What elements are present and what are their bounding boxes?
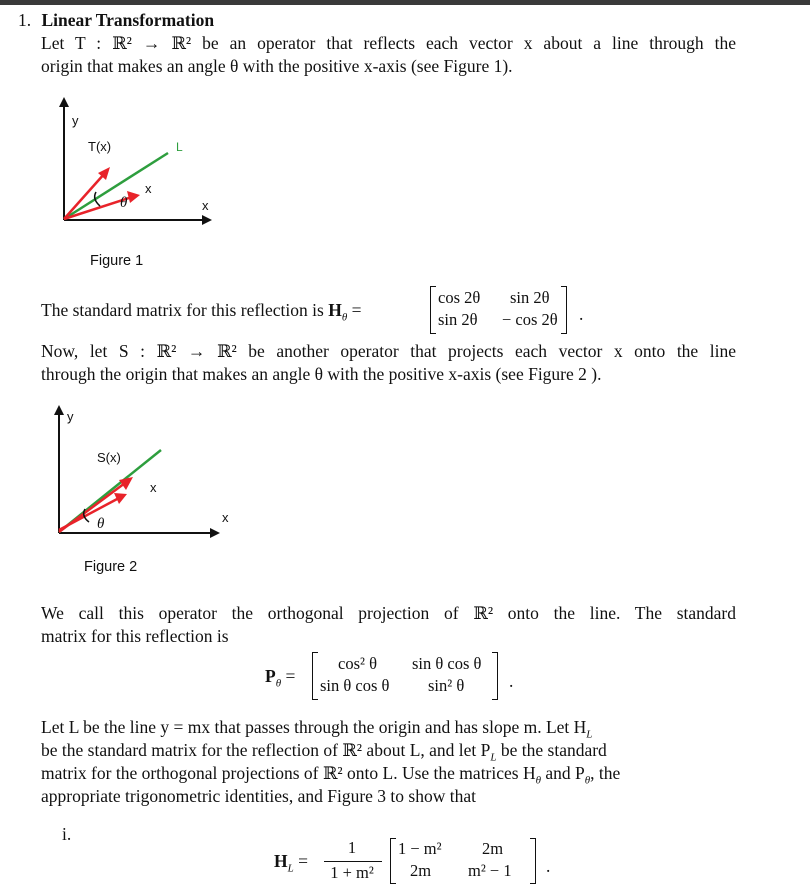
fig1-vector-label: x [145, 181, 152, 196]
fig1-line-l [64, 153, 168, 219]
task-line-2-text: be the standard matrix for the reflection of ℝ² about L, and let P [41, 740, 491, 760]
p-theta-m11: cos² θ [338, 654, 377, 673]
task-line-3-end: , the [590, 763, 621, 783]
h-l-symbol: H [274, 851, 288, 871]
task-line-1-sub: L [586, 728, 593, 741]
intro-line-2: origin that makes an angle θ with the positive x-axis (see Figure 1). [41, 56, 513, 76]
h-l-matrix [390, 838, 540, 884]
h-l-trail: . [546, 856, 551, 876]
p-theta-symbol: P [265, 666, 276, 686]
orthogonal-line-2: matrix for this reflection is [41, 626, 229, 646]
projection-line-2: through the origin that makes an angle θ with the positive x-axis (see Figure 2 ). [41, 364, 602, 384]
p-theta-m12: sin θ cos θ [412, 654, 482, 673]
fig1-x-arrowhead [202, 215, 212, 225]
fig1-tx-label: T(x) [88, 139, 112, 154]
fig2-vector-sx [59, 498, 119, 530]
figure-1-caption: Figure 1 [90, 253, 144, 269]
h-theta-matrix [430, 286, 570, 334]
reflection-text [41, 299, 362, 330]
reflection-sentence: The standard matrix for this reflection is [41, 300, 324, 320]
fig1-y-label: y [72, 113, 79, 128]
h-l-sub: L [287, 862, 294, 875]
h-l-fraction-num: 1 [347, 838, 357, 857]
h-l-eq: = [298, 851, 308, 871]
h-theta-symbol: H [328, 300, 342, 320]
top-border [0, 0, 810, 5]
h-l-m12: 2m [482, 839, 504, 858]
fig1-x-label: x [202, 198, 209, 213]
fig2-vector-label: x [150, 480, 157, 495]
fig2-x-label: x [222, 510, 229, 525]
h-theta-m11: cos 2θ [438, 288, 481, 307]
h-theta-m22: − cos 2θ [502, 310, 558, 329]
h-l-m22: m² − 1 [468, 861, 512, 880]
task-line-3-mid: and P [545, 763, 585, 783]
p-theta-trail: . [509, 671, 514, 691]
task-line-3-text: matrix for the orthogonal projections of ℝ² onto L. Use the matrices H [41, 763, 536, 783]
section-title: Linear Transformation [41, 10, 215, 30]
task-line-3: matrix for the orthogonal projections of ℝ² onto L. Use the matrices $H_\theta$ and $P_\theta$, the [41, 763, 621, 787]
p-theta-m22: sin² θ [428, 676, 465, 695]
p-theta-m21: sin θ cos θ [320, 676, 390, 695]
fig1-theta-label: θ [120, 195, 128, 211]
reflection-trail: . [579, 304, 584, 324]
h-l-m21: 2m [410, 861, 432, 880]
fig1-vector-x-head [127, 191, 140, 203]
task-line-2-end: be the standard [500, 740, 607, 760]
section-heading [18, 9, 214, 32]
h-theta-m21: sin 2θ [438, 310, 478, 329]
fig1-y-arrowhead [59, 97, 69, 107]
fig2-sx-label: S(x) [97, 450, 121, 465]
intro-line-1: Let T : ℝ² → ℝ² be an operator that reflects each vector x about a line through the [41, 33, 736, 53]
p-theta-sub: θ [275, 677, 282, 690]
reflection-eq: = [351, 300, 362, 320]
task-line-1-text: Let L be the line y = mx that passes through the origin and has slope m. Let H [41, 717, 587, 737]
h-theta-sub: θ [341, 311, 348, 324]
h-l-fraction-bar [324, 861, 382, 862]
task-line-2-sub: L [490, 751, 497, 764]
figure-2-diagram [45, 400, 245, 540]
projection-line-1: Now, let S : ℝ² → ℝ² be another operator that projects each vector x onto the line [41, 341, 736, 361]
p-theta-matrix [312, 652, 502, 700]
orthogonal-line-1: We call this operator the orthogonal projection of ℝ² onto the line. The standard [41, 603, 736, 623]
p-theta-eq: = [285, 666, 296, 686]
fig2-x-arrowhead [210, 528, 220, 538]
fig1-l-label: L [176, 140, 183, 154]
fig2-theta-label: θ [97, 516, 105, 532]
fig2-y-label: y [67, 409, 74, 424]
h-theta-m12: sin 2θ [510, 288, 550, 307]
h-l-fraction-den: 1 + m² [330, 863, 374, 882]
item-label: i. [62, 824, 72, 844]
figure-2-caption: Figure 2 [84, 559, 138, 575]
h-l-lhs [274, 850, 308, 881]
section-number: 1. [18, 10, 32, 30]
h-l-m11: 1 − m² [398, 839, 442, 858]
fig2-y-arrowhead [54, 405, 64, 415]
task-line-4: appropriate trigonometric identities, and Figure 3 to show that [41, 786, 476, 806]
p-theta-lhs [265, 665, 295, 696]
figure-1-diagram [50, 95, 230, 235]
